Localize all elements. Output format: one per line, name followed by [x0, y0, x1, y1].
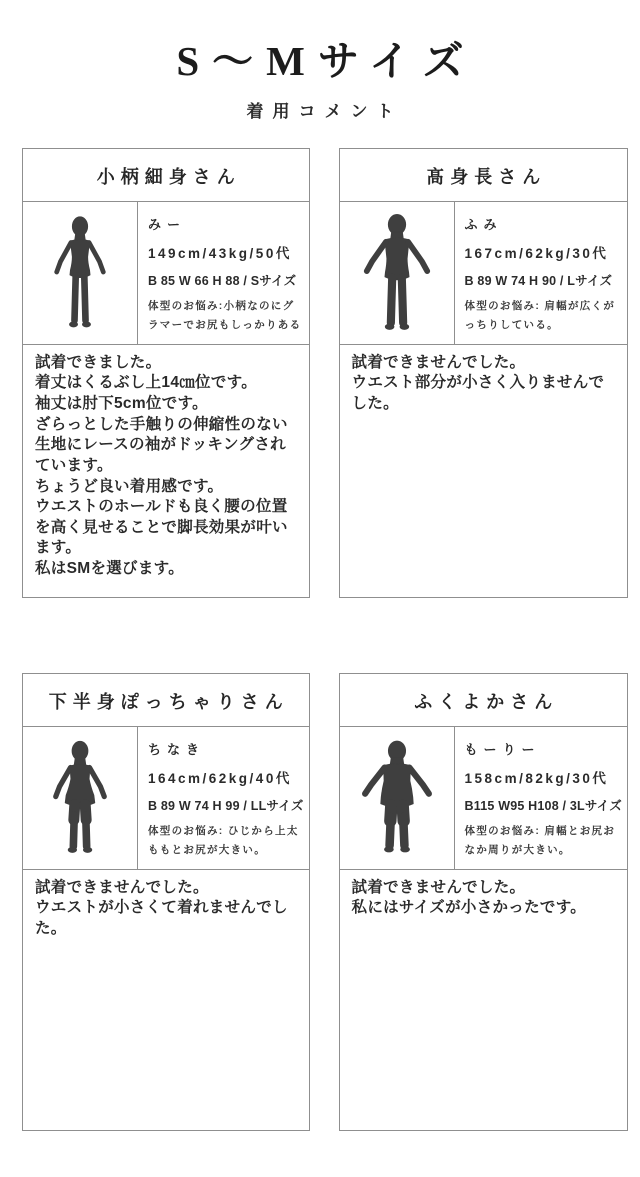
model-name: もーりー	[464, 742, 541, 757]
model-measurements: B115 W95 H108 / 3Lサイズ	[464, 799, 622, 813]
comment-line: 着丈はくるぶし上14㎝位です。	[35, 374, 258, 392]
cards-grid	[0, 148, 640, 1131]
comment-line: ウエストのホールドも良く腰の位置を高く見せることで脚長効果が叶います。	[35, 498, 288, 557]
model-stats: 158cm/82kg/30代	[464, 771, 609, 786]
tall-body-silhouette-icon	[349, 212, 445, 334]
model-name: ちなき	[148, 742, 206, 757]
fitting-comment	[23, 345, 309, 590]
card-plump	[339, 673, 628, 1131]
fitting-comment	[23, 870, 309, 950]
model-stats: 167cm/62kg/30代	[464, 246, 609, 261]
slim-body-silhouette-icon	[32, 214, 128, 332]
comment-line: 私にはサイズが小さかったです。	[351, 899, 587, 917]
card-petite-slim	[22, 148, 310, 598]
fitting-comment	[340, 870, 627, 929]
comment-line: 試着できませんでした。	[35, 878, 209, 896]
card-title: 髙身長さん	[340, 149, 627, 202]
figure-cell	[340, 202, 455, 344]
model-name: みー	[148, 217, 187, 232]
figure-cell	[23, 202, 138, 344]
comment-line: 試着できませんでした。	[351, 353, 526, 371]
fitting-comment	[340, 345, 627, 425]
comment-line: 袖丈は肘下5cm位です。	[35, 395, 208, 413]
model-stats: 164cm/62kg/40代	[148, 771, 292, 786]
page-title: S～Mサイズ	[176, 38, 477, 84]
comment-line: ざらっとした手触りの伸縮性のない生地にレースの袖がドッキングされています。	[35, 415, 288, 474]
model-stats: 149cm/43kg/50代	[148, 246, 292, 261]
comment-line: 試着できました。	[35, 353, 162, 371]
comment-line: ウエストが小さくて着れませんでした。	[35, 899, 288, 938]
card-lower-body-chubby	[22, 673, 310, 1131]
comment-line: 私はSMを選びます。	[35, 559, 185, 577]
profile-row	[23, 727, 309, 870]
comment-line: ちょうど良い着用感です。	[35, 477, 224, 495]
profile-row	[340, 202, 627, 345]
card-title: 小柄細身さん	[23, 149, 309, 202]
comment-line: ウエスト部分が小さく入りませんでした。	[351, 374, 605, 413]
profile-info	[138, 727, 309, 869]
profile-row	[23, 202, 309, 345]
model-measurements: B 89 W 74 H 90 / Lサイズ	[464, 274, 613, 288]
card-title: 下半身ぽっちゃりさん	[23, 674, 309, 727]
profile-info	[455, 727, 627, 869]
page-subtitle: 着用コメント	[246, 102, 403, 121]
model-name: ふみ	[464, 217, 503, 232]
card-title: ふくよかさん	[340, 674, 627, 727]
model-measurements: B 85 W 66 H 88 / Sサイズ	[148, 274, 297, 288]
pear-body-silhouette-icon	[32, 739, 128, 857]
comment-line: 試着できませんでした。	[351, 878, 526, 896]
model-measurements: B 89 W 74 H 99 / LLサイズ	[148, 799, 304, 813]
figure-cell	[23, 727, 138, 869]
profile-row	[340, 727, 627, 870]
figure-cell	[340, 727, 455, 869]
profile-info	[138, 202, 309, 344]
model-concern: 体型のお悩み: ひじから上太ももとお尻が大きい。	[148, 825, 299, 857]
model-concern: 体型のお悩み:小柄なのにグラマーでお尻もしっかりある	[148, 300, 302, 332]
card-tall	[339, 148, 628, 598]
profile-info	[455, 202, 627, 344]
model-concern: 体型のお悩み: 肩幅とお尻おなか周りが大きい。	[464, 825, 616, 857]
plump-body-silhouette-icon	[349, 739, 445, 857]
model-concern: 体型のお悩み: 肩幅が広くがっちりしている。	[464, 300, 616, 332]
